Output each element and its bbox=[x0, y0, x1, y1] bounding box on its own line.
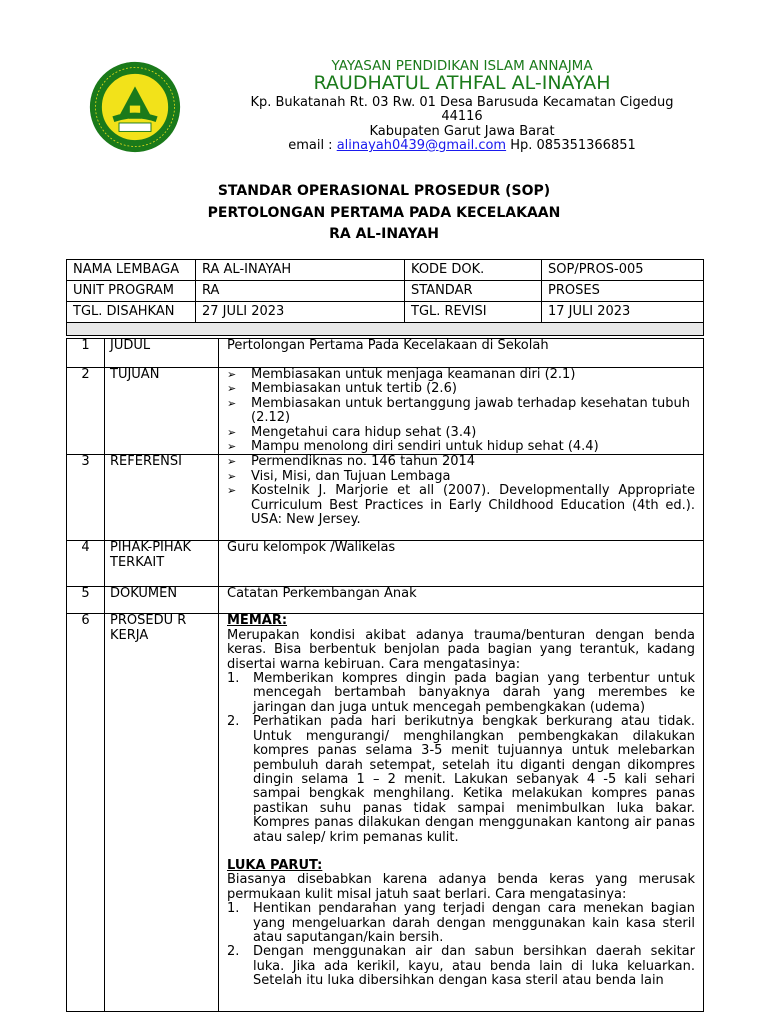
row-label: JUDUL bbox=[105, 339, 219, 368]
step-text: Dengan menggunakan air dan sabun bersihkan daerah sekitar luka. Jika ada kerikil, kayu, atau benda lain di luka keluarkan. Setelah itu luka dibersihkan dengan kasa steril atau benda lain bbox=[253, 944, 695, 989]
row-number: 2 bbox=[67, 368, 105, 455]
luka-heading: LUKA PARUT: bbox=[227, 857, 323, 873]
list-item: ➢ Membiasakan untuk tertib (2.6) bbox=[227, 382, 695, 396]
referensi-list bbox=[227, 455, 695, 527]
list-item: ➢ Mengetahui cara hidup sehat (3.4) bbox=[227, 426, 695, 440]
table-row bbox=[67, 368, 704, 455]
lembaga-name: RAUDHATUL ATHFAL AL-INAYAH bbox=[313, 72, 611, 94]
luka-intro: Biasanya disebabkan karena adanya benda keras yang merusak permukaan kulit misal jatuh saat berlari. Cara mengatasinya: bbox=[227, 872, 695, 902]
table-row bbox=[67, 541, 704, 587]
meta-cell: SOP/PROS-005 bbox=[542, 260, 704, 281]
table-row bbox=[67, 614, 704, 1012]
email-link[interactable]: alinayah0439@gmail.com bbox=[336, 138, 507, 153]
tujuan-list-cell bbox=[219, 368, 704, 455]
meta-cell: 17 JULI 2023 bbox=[542, 302, 704, 323]
memar-intro: Merupakan kondisi akibat adanya trauma/benturan dengan benda keras. Bisa berbentuk benjolan pada bagian yang terantuk, kadang disertai warna kebiruan. Cara mengatasinya: bbox=[227, 627, 695, 672]
step-number: 2. bbox=[227, 714, 240, 730]
step-text: Hentikan pendarahan yang terjadi dengan cara menekan bagian yang mengeluarkan darah dengan menggunakan kain kasa steril atau saputangan/kain bersih. bbox=[253, 901, 695, 945]
document-meta-table bbox=[66, 259, 704, 336]
table-row bbox=[67, 339, 704, 368]
meta-cell: KODE DOK. bbox=[405, 260, 542, 281]
list-item: ➢ Kostelnik J. Marjorie et all (2007). Developmentally Appropriate Curriculum Best Practices in Early Childhood Education (4th ed.). USA: New Jersey. bbox=[227, 484, 695, 527]
list-item bbox=[227, 902, 695, 945]
doc-title-2: PERTOLONGAN PERTAMA PADA KECELAKAAN bbox=[207, 205, 561, 221]
row-number: 1 bbox=[67, 339, 105, 368]
doc-title-1: STANDAR OPERASIONAL PROSEDUR (SOP) bbox=[217, 183, 551, 199]
memar-heading: MEMAR: bbox=[227, 613, 288, 629]
meta-cell: TGL. DISAHKAN bbox=[67, 302, 196, 323]
table-row bbox=[67, 587, 704, 614]
doc-title-3: RA AL-INAYAH bbox=[329, 226, 439, 242]
step-number: 2. bbox=[227, 944, 240, 960]
dokumen-value: Catatan Perkembangan Anak bbox=[219, 587, 704, 614]
step-text: Memberikan kompres dingin pada bagian yang terbentur untuk mencegah bertambah banyaknya darah yang merembes ke jaringan dan juga untuk mencegah pembengkakan (udema) bbox=[253, 671, 695, 715]
table-row bbox=[67, 260, 704, 281]
referensi-list-cell bbox=[219, 455, 704, 541]
meta-cell: UNIT PROGRAM bbox=[67, 281, 196, 302]
phone: Hp. 085351366851 bbox=[506, 138, 636, 153]
contact-line bbox=[212, 138, 712, 153]
list-item: ➢ Membiasakan untuk bertanggung jawab terhadap kesehatan tubuh (2.12) bbox=[227, 397, 695, 426]
row-label: REFERENSI bbox=[105, 455, 219, 541]
list-item bbox=[227, 672, 695, 715]
table-row bbox=[67, 302, 704, 323]
row-number: 4 bbox=[67, 541, 105, 587]
row-number: 5 bbox=[67, 587, 105, 614]
meta-cell: 27 JULI 2023 bbox=[196, 302, 405, 323]
row-label: PIHAK-PIHAK TERKAIT bbox=[105, 541, 219, 587]
prosedur-cell bbox=[219, 614, 704, 1012]
list-item bbox=[227, 945, 695, 988]
meta-cell: RA AL-INAYAH bbox=[196, 260, 405, 281]
row-label: PROSEDU R KERJA bbox=[105, 614, 219, 1012]
meta-cell: PROSES bbox=[542, 281, 704, 302]
meta-cell: RA bbox=[196, 281, 405, 302]
meta-cell: NAMA LEMBAGA bbox=[67, 260, 196, 281]
step-number: 1. bbox=[227, 901, 240, 917]
row-number: 6 bbox=[67, 614, 105, 1012]
address-line-1: Kp. Bukatanah Rt. 03 Rw. 01 Desa Barusuda Kecamatan Cigedug bbox=[250, 95, 674, 110]
meta-cell: STANDAR bbox=[405, 281, 542, 302]
step-text: Perhatikan pada hari berikutnya bengkak berkurang atau tidak. Untuk mengurangi/ menghilangkan pembengkakan dilakukan kompres panas selama 3-5 menit tujuannya untuk melebarkan pembuluh darah setempat, setelah itu diganti dengan dikompres dingin selama 1 – 2 menit. Lakukan sebanyak 4 -5 kali sehari sampai bengkak menghilang. Ketika melakukan kompres panas pastikan suhu panas tidak sampai menimbulkan luka bakar. Kompres panas dilakukan dengan menggunakan kantong air panas atau salep/ krim pemanas kulit. bbox=[253, 714, 695, 845]
sop-table bbox=[66, 338, 704, 1012]
list-item: ➢ Permendiknas no. 146 tahun 2014 bbox=[227, 455, 695, 469]
kabupaten: Kabupaten Garut Jawa Barat bbox=[369, 124, 555, 139]
row-number: 3 bbox=[67, 455, 105, 541]
tujuan-list bbox=[227, 368, 695, 454]
meta-cell: TGL. REVISI bbox=[405, 302, 542, 323]
table-row bbox=[67, 455, 704, 541]
address bbox=[212, 96, 712, 124]
row-label: TUJUAN bbox=[105, 368, 219, 455]
luka-steps bbox=[227, 902, 695, 988]
list-item: ➢ Visi, Misi, dan Tujuan Lembaga bbox=[227, 470, 695, 484]
step-number: 1. bbox=[227, 671, 240, 687]
list-item bbox=[227, 715, 695, 845]
judul-value: Pertolongan Pertama Pada Kecelakaan di Sekolah bbox=[219, 339, 704, 368]
list-item: ➢ Membiasakan untuk menjaga keamanan diri (2.1) bbox=[227, 368, 695, 382]
memar-steps bbox=[227, 672, 695, 845]
yayasan-name: YAYASAN PENDIDIKAN ISLAM ANNAJMA bbox=[331, 58, 593, 74]
row-label: DOKUMEN bbox=[105, 587, 219, 614]
table-row bbox=[67, 281, 704, 302]
email-label: email : bbox=[288, 138, 337, 153]
pihak-value: Guru kelompok /Walikelas bbox=[219, 541, 704, 587]
address-line-2: 44116 bbox=[441, 109, 483, 124]
table-spacer-row bbox=[67, 323, 704, 336]
school-logo bbox=[88, 60, 182, 154]
list-item: ➢ Mampu menolong diri sendiri untuk hidup sehat (4.4) bbox=[227, 440, 695, 454]
